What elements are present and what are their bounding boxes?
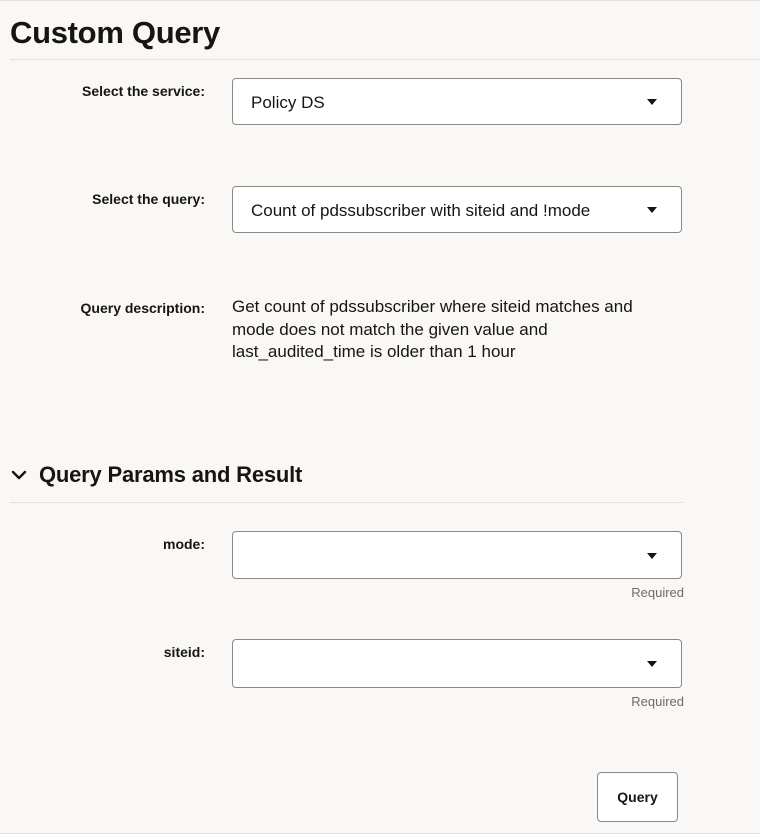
section-divider — [10, 502, 684, 503]
top-divider — [0, 0, 760, 1]
query-label: Select the query: — [92, 191, 205, 207]
caret-down-icon — [647, 99, 657, 105]
caret-down-icon — [647, 553, 657, 559]
mode-select[interactable] — [232, 531, 682, 579]
service-select[interactable] — [232, 78, 682, 125]
mode-required-hint: Required — [631, 585, 684, 600]
query-description: Get count of pdssubscriber where siteid matches and mode does not match the given value and last_audited_time is older than 1 hour — [232, 297, 633, 361]
query-select-value: Count of pdssubscriber with siteid and !mode — [251, 201, 591, 220]
service-select-value: Policy DS — [251, 93, 325, 112]
title-divider — [10, 59, 760, 60]
caret-down-icon — [647, 661, 657, 667]
description-label: Query description: — [80, 300, 205, 316]
page-title: Custom Query — [10, 15, 220, 50]
chevron-down-icon — [10, 466, 28, 484]
mode-label: mode: — [163, 536, 205, 552]
service-label: Select the service: — [82, 83, 205, 99]
siteid-label: siteid: — [163, 644, 205, 660]
siteid-required-hint: Required — [631, 694, 684, 709]
caret-down-icon — [647, 207, 657, 213]
query-button[interactable]: Query — [597, 772, 678, 822]
siteid-select[interactable] — [232, 639, 682, 688]
params-section-toggle[interactable] — [10, 460, 302, 490]
query-select[interactable] — [232, 186, 682, 233]
section-title: Query Params and Result — [39, 462, 303, 487]
